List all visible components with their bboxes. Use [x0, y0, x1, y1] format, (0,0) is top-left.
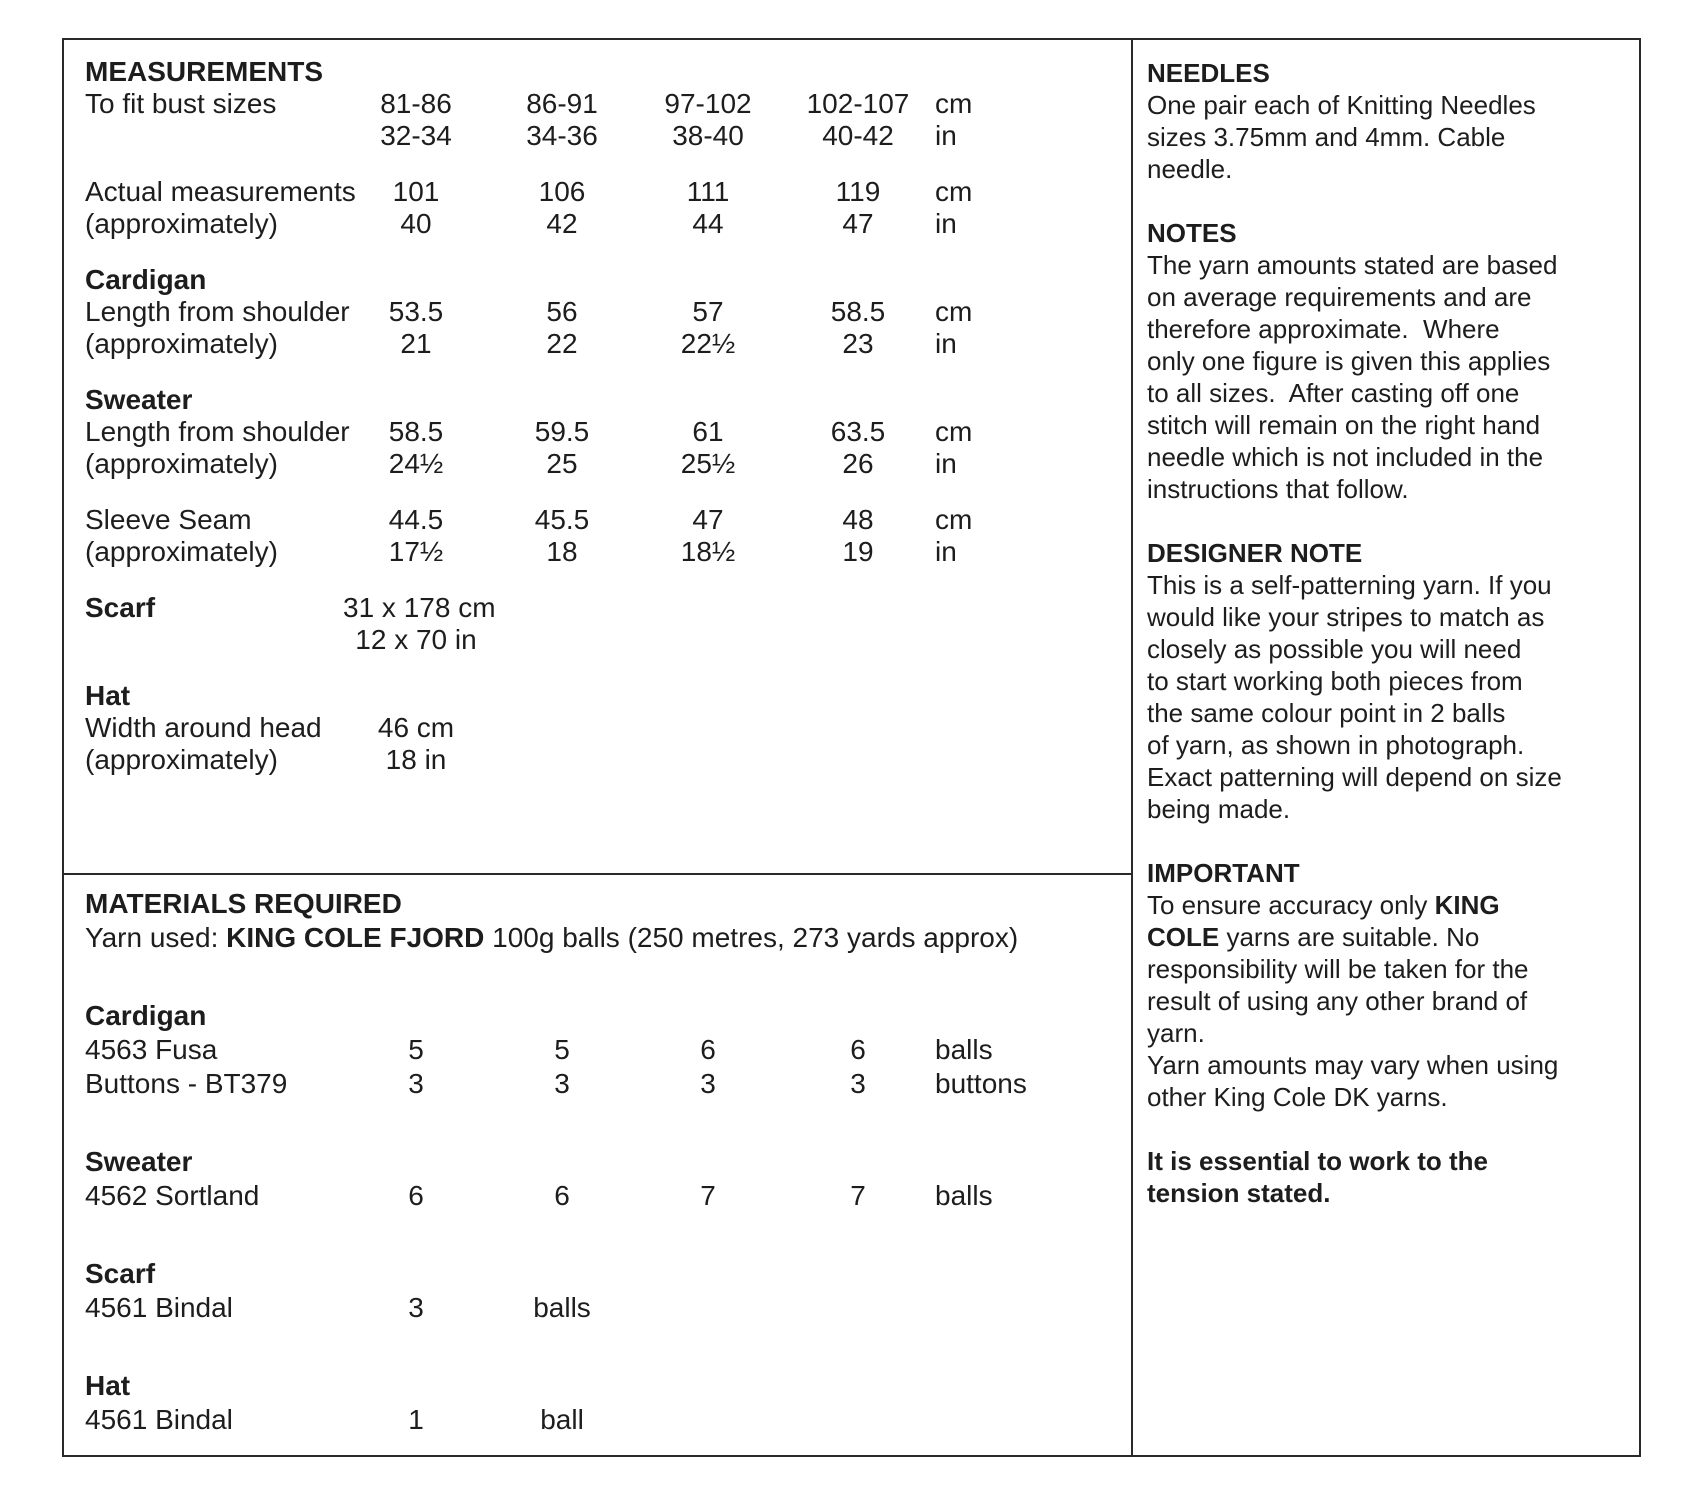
text-line: responsibility will be taken for the	[1147, 954, 1529, 984]
size-value: 97-102	[664, 88, 752, 119]
size-value: 18	[546, 536, 578, 567]
unit-label: in	[935, 448, 957, 479]
size-value: 22½	[680, 328, 736, 359]
spacer	[85, 240, 1131, 264]
subsection-heading-row	[85, 384, 1131, 416]
notes-heading: NOTES	[1147, 218, 1237, 248]
unit-label: balls	[935, 1180, 993, 1211]
text-line: closely as possible you will need	[1147, 634, 1522, 664]
quantity-value: 3	[408, 1292, 424, 1323]
row-label: (approximately)	[85, 448, 278, 479]
materials-row	[85, 1067, 1131, 1101]
measurement-row	[85, 448, 1131, 480]
sweater-heading: Sweater	[85, 384, 193, 415]
cardigan-materials-heading: Cardigan	[85, 1000, 207, 1031]
text-line: on average requirements and are	[1147, 282, 1532, 312]
measurement-row	[85, 504, 1131, 536]
scarf-materials-heading: Scarf	[85, 1258, 156, 1289]
size-value: 101	[392, 176, 440, 207]
size-value: 40	[400, 208, 432, 239]
measurement-row	[85, 328, 1131, 360]
designer-note-section	[1147, 537, 1629, 825]
important-text	[1147, 953, 1629, 1113]
text-line: being made.	[1147, 794, 1291, 824]
materials-heading: MATERIALS REQUIRED	[85, 888, 402, 919]
measurement-row	[85, 536, 1131, 568]
tension-warning	[1147, 1145, 1629, 1209]
text-segment: yarns are suitable. No	[1219, 922, 1480, 952]
size-value: 47	[842, 208, 874, 239]
size-value: 18 in	[385, 744, 447, 775]
text-line: result of using any other brand of	[1147, 986, 1528, 1016]
row-label: (approximately)	[85, 744, 278, 775]
needles-text	[1147, 89, 1629, 185]
size-value: 6	[700, 1034, 716, 1065]
size-value: 3	[700, 1068, 716, 1099]
materials-row	[85, 1403, 1131, 1437]
measurements-heading: MEASUREMENTS	[85, 56, 324, 87]
spacer	[85, 955, 1131, 999]
unit-label: cm	[935, 296, 973, 327]
materials-row	[85, 1291, 1131, 1325]
section-heading-row	[85, 56, 1131, 88]
spacer	[85, 656, 1131, 680]
spacer	[85, 360, 1131, 384]
size-value: 3	[554, 1068, 570, 1099]
size-value: 102-107	[806, 88, 910, 119]
unit-label: in	[935, 208, 957, 239]
text-line: instructions that follow.	[1147, 474, 1409, 504]
size-value: 46 cm	[377, 712, 455, 743]
text-line	[1147, 889, 1629, 921]
materials-section	[64, 875, 1131, 1455]
row-label: Length from shoulder	[85, 296, 350, 327]
subsection-heading-row	[85, 1369, 1131, 1403]
size-value: 38-40	[672, 120, 744, 151]
text-line: therefore approximate. Where	[1147, 314, 1500, 344]
size-value: 44	[692, 208, 724, 239]
text-line: Yarn amounts may vary when using	[1147, 1050, 1559, 1080]
hat-heading: Hat	[85, 680, 131, 711]
text-segment: To ensure accuracy only	[1147, 890, 1435, 920]
yarn-name: KING COLE FJORD	[226, 922, 485, 953]
size-value: 81-86	[380, 88, 452, 119]
text-line: of yarn, as shown in photograph.	[1147, 730, 1525, 760]
text-line: the same colour point in 2 balls	[1147, 698, 1506, 728]
sweater-materials-heading: Sweater	[85, 1146, 193, 1177]
size-value: 5	[554, 1034, 570, 1065]
spacer	[85, 120, 343, 152]
measurement-row	[85, 208, 1131, 240]
size-value: 42	[546, 208, 578, 239]
hat-materials-heading: Hat	[85, 1370, 131, 1401]
size-value: 57	[692, 296, 724, 327]
size-value: 31 x 178 cm	[343, 592, 496, 623]
text-line: The yarn amounts stated are based	[1147, 250, 1558, 280]
row-label: To fit bust sizes	[85, 88, 277, 119]
text-line: One pair each of Knitting Needles	[1147, 90, 1536, 120]
unit-label: in	[935, 120, 957, 151]
materials-row	[85, 1033, 1131, 1067]
text-line: to start working both pieces from	[1147, 666, 1523, 696]
notes-text	[1147, 249, 1629, 505]
size-value: 61	[692, 416, 724, 447]
size-value: 7	[700, 1180, 716, 1211]
brand-name: COLE	[1147, 922, 1220, 952]
measurement-row	[85, 624, 1131, 656]
unit-label: balls	[533, 1292, 591, 1323]
text-line: yarn.	[1147, 1018, 1205, 1048]
text-line: stitch will remain on the right hand	[1147, 410, 1541, 440]
size-value: 26	[842, 448, 874, 479]
size-value: 19	[842, 536, 874, 567]
row-label: Length from shoulder	[85, 416, 350, 447]
size-value: 7	[850, 1180, 866, 1211]
unit-label: cm	[935, 504, 973, 535]
size-value: 40-42	[822, 120, 894, 151]
spacer	[85, 624, 343, 656]
size-value: 59.5	[534, 416, 590, 447]
size-value: 3	[408, 1068, 424, 1099]
row-label: (approximately)	[85, 536, 278, 567]
row-label: (approximately)	[85, 328, 278, 359]
size-value: 23	[842, 328, 874, 359]
row-label: 4561 Bindal	[85, 1404, 233, 1435]
spacer	[85, 1101, 1131, 1145]
unit-label: buttons	[935, 1068, 1027, 1099]
size-value: 58.5	[830, 296, 886, 327]
text-line: needle.	[1147, 154, 1233, 184]
designer-note-text	[1147, 569, 1629, 825]
text-line: sizes 3.75mm and 4mm. Cable	[1147, 122, 1506, 152]
cardigan-heading: Cardigan	[85, 264, 207, 295]
subsection-heading-row	[85, 680, 1131, 712]
yarn-used-suffix: 100g balls (250 metres, 273 yards approx)	[484, 922, 1019, 953]
spacer	[85, 152, 1131, 176]
measurement-row	[85, 120, 1131, 152]
measurement-row	[85, 88, 1131, 120]
size-value: 119	[835, 176, 881, 207]
size-value: 6	[850, 1034, 866, 1065]
size-value: 21	[400, 328, 432, 359]
row-label: Actual measurements	[85, 176, 356, 207]
row-label: 4563 Fusa	[85, 1034, 218, 1065]
size-value: 5	[408, 1034, 424, 1065]
pattern-info-sheet	[62, 38, 1641, 1457]
text-line: only one figure is given this applies	[1147, 346, 1551, 376]
text-line: to all sizes. After casting off one	[1147, 378, 1520, 408]
text-line: would like your stripes to match as	[1147, 602, 1545, 632]
text-line: Exact patterning will depend on size	[1147, 762, 1562, 792]
unit-label: ball	[540, 1404, 584, 1435]
spacer	[85, 480, 1131, 504]
section-heading-row	[85, 887, 1131, 921]
yarn-used-line	[85, 921, 1131, 955]
text-line	[1147, 921, 1629, 953]
size-value: 48	[842, 504, 874, 535]
measurement-row	[85, 592, 1131, 624]
row-label: (approximately)	[85, 208, 278, 239]
subsection-heading-row	[85, 1257, 1131, 1291]
measurement-row	[85, 296, 1131, 328]
right-pane	[1133, 40, 1639, 1455]
brand-name: KING	[1434, 890, 1500, 920]
size-value: 106	[538, 176, 586, 207]
text-line: This is a self-patterning yarn. If you	[1147, 570, 1552, 600]
size-value: 6	[408, 1180, 424, 1211]
unit-label: in	[935, 328, 957, 359]
spacer	[85, 568, 1131, 592]
text-line: other King Cole DK yarns.	[1147, 1082, 1448, 1112]
subsection-heading-row	[85, 1145, 1131, 1179]
size-value: 44.5	[388, 504, 444, 535]
size-value: 34-36	[526, 120, 598, 151]
important-heading: IMPORTANT	[1147, 858, 1300, 888]
size-value: 56	[546, 296, 578, 327]
unit-label: cm	[935, 176, 973, 207]
size-value: 17½	[388, 536, 444, 567]
unit-label: in	[935, 536, 957, 567]
measurement-row	[85, 176, 1131, 208]
row-label: Sleeve Seam	[85, 504, 252, 535]
subsection-heading-row	[85, 999, 1131, 1033]
size-value: 32-34	[380, 120, 452, 151]
important-section	[1147, 857, 1629, 1209]
size-value: 86-91	[526, 88, 598, 119]
notes-section	[1147, 217, 1629, 505]
row-label: Buttons - BT379	[85, 1068, 288, 1099]
yarn-used-prefix: Yarn used:	[85, 922, 227, 953]
row-label: 4562 Sortland	[85, 1180, 260, 1211]
size-value: 25	[546, 448, 578, 479]
size-value: 6	[554, 1180, 570, 1211]
size-value: 24½	[388, 448, 444, 479]
unit-label: cm	[935, 416, 973, 447]
size-value: 18½	[680, 536, 736, 567]
designer-note-heading: DESIGNER NOTE	[1147, 538, 1363, 568]
subsection-heading-row	[85, 264, 1131, 296]
spacer	[85, 1325, 1131, 1369]
quantity-value: 1	[408, 1404, 424, 1435]
size-value: 63.5	[830, 416, 886, 447]
row-label: Width around head	[85, 712, 322, 743]
size-value: 47	[692, 504, 724, 535]
materials-row	[85, 1179, 1131, 1213]
size-value: 25½	[680, 448, 736, 479]
measurements-section	[64, 40, 1131, 875]
size-value: 53.5	[388, 296, 444, 327]
row-label: 4561 Bindal	[85, 1292, 233, 1323]
size-value: 3	[850, 1068, 866, 1099]
measurement-row	[85, 744, 1131, 776]
unit-label: cm	[935, 88, 973, 119]
text-line: tension stated.	[1147, 1178, 1331, 1208]
needles-section	[1147, 57, 1629, 185]
left-pane	[64, 40, 1133, 1455]
unit-label: balls	[935, 1034, 993, 1065]
size-value: 45.5	[534, 504, 590, 535]
size-value: 58.5	[388, 416, 444, 447]
size-value: 22	[546, 328, 578, 359]
size-value: 111	[686, 176, 730, 207]
needles-heading: NEEDLES	[1147, 58, 1270, 88]
measurement-row	[85, 712, 1131, 744]
scarf-heading: Scarf	[85, 592, 156, 623]
measurement-row	[85, 416, 1131, 448]
size-value: 12 x 70 in	[355, 624, 477, 655]
text-line: It is essential to work to the	[1147, 1146, 1488, 1176]
spacer	[85, 1213, 1131, 1257]
text-line: needle which is not included in the	[1147, 442, 1544, 472]
